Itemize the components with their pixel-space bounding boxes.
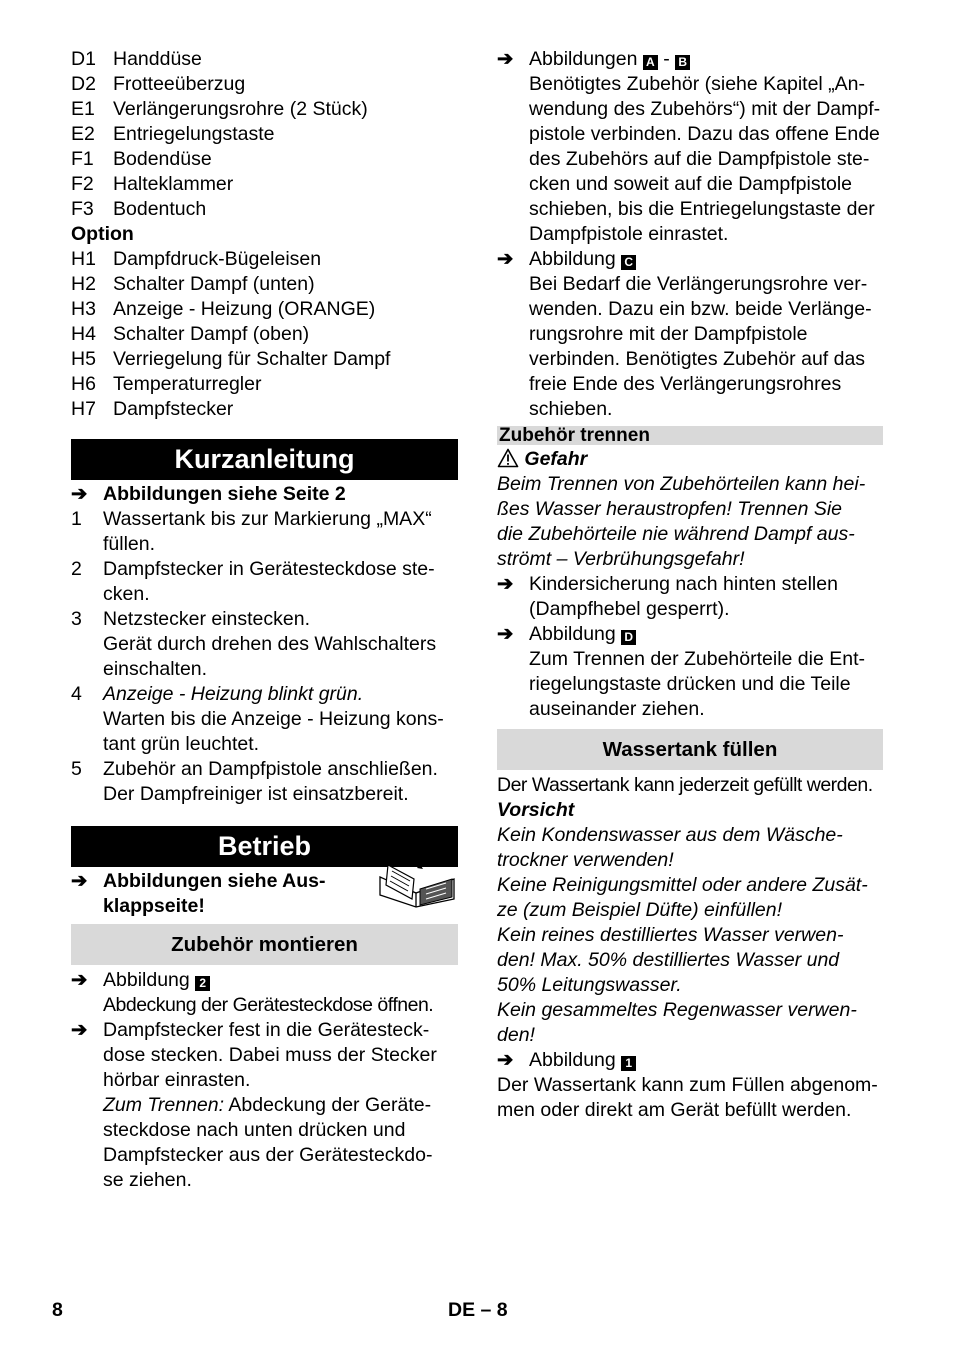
wassertank-step-1: ➔ Abbildung 1	[497, 1048, 883, 1073]
step-status: Anzeige - Heizung blinkt grün.	[103, 683, 364, 705]
list-item	[71, 347, 458, 372]
montieren-step-3: ➔ Abbildungen A - B Benötigtes Zubehör (siehe Kapitel „An- wendung des Zubehörs“) mit der Dampf- pistole verbinden. Dazu das offene Ende des Zubehörs auf die Dampfpistole ste- cken und soweit auf die Dampfpistole schieben, bis die Entriegelungstaste der Dampfpistole einrastet.	[497, 47, 883, 247]
montieren-step-2: ➔ Dampfstecker fest in die Gerätesteck- dose stecken. Dabei muss der Stecker hörbar einrasten. Zum Trennen: Abdeckung der Geräte- steckdose nach unten drücken und Dampfstecker aus der Gerätesteckdo- se ziehen.	[71, 1019, 437, 1191]
item-code: H7	[71, 398, 96, 420]
item-code: F2	[71, 173, 94, 195]
right-column	[497, 47, 883, 1123]
section-title-wassertank: Wassertank füllen	[497, 729, 883, 770]
list-item	[71, 47, 458, 72]
step-number: 2	[71, 558, 82, 580]
text-line: Beim Trennen von Zubehörteilen kann hei-	[497, 473, 866, 495]
section-title-betrieb: Betrieb	[71, 826, 458, 867]
item-label: Schalter Dampf (oben)	[113, 323, 310, 345]
montieren-step-1: ➔ Abbildung 2 Abdeckung der Gerätesteckdose öffnen.	[71, 969, 434, 1016]
list-item	[71, 172, 458, 197]
warning-heading: Gefahr	[497, 447, 883, 472]
caution-heading: Vorsicht	[497, 799, 575, 821]
item-code: H5	[71, 348, 96, 370]
text-line: cken und soweit auf die Dampfpistole	[529, 173, 853, 195]
figure-ref-c: C	[621, 255, 636, 270]
text-line: den! Max. 50% destilliertes Wasser und	[497, 949, 840, 971]
item-label: Frotteeüberzug	[113, 73, 246, 95]
item-label: Verriegelung für Schalter Dampf	[113, 348, 391, 370]
arrow-icon: ➔	[497, 248, 514, 270]
item-code: F3	[71, 198, 94, 220]
arrow-icon: ➔	[71, 870, 88, 892]
kurzanleitung-step	[71, 757, 458, 807]
text-line: 50% Leitungswasser.	[497, 974, 682, 996]
wassertank-intro: Der Wassertank kann jederzeit gefüllt werden.	[497, 774, 873, 796]
option-list	[71, 247, 458, 422]
list-item	[71, 322, 458, 347]
step-number: 4	[71, 683, 82, 705]
item-code: H4	[71, 323, 96, 345]
list-item	[71, 272, 458, 297]
step-text: Zubehör an Dampfpistole anschließen.	[103, 758, 438, 780]
list-item	[71, 122, 458, 147]
parts-list	[71, 47, 458, 222]
arrow-icon: ➔	[497, 573, 514, 595]
list-item	[71, 147, 458, 172]
step-text: Warten bis die Anzeige - Heizung kons-	[103, 708, 444, 730]
item-code: F1	[71, 148, 94, 170]
item-label: Verlängerungsrohre (2 Stück)	[113, 98, 368, 120]
section-title-zubehoer-montieren: Zubehör montieren	[71, 924, 458, 965]
text-line: den!	[497, 1024, 535, 1046]
item-label: Bodendüse	[113, 148, 212, 170]
arrow-icon: ➔	[497, 48, 514, 70]
item-code: H2	[71, 273, 96, 295]
text-line: rungsrohre mit der Dampfpistole	[529, 323, 808, 345]
text-line: des Zubehörs auf die Dampfpistole ste-	[529, 148, 870, 170]
text-line: pistole verbinden. Dazu das offene Ende	[529, 123, 880, 145]
montieren-step-4-text	[529, 272, 883, 422]
list-item	[71, 72, 458, 97]
item-label: Dampfstecker	[113, 398, 234, 420]
trennen-step-2: ➔ Abbildung D Zum Trennen der Zubehörteile die Ent- riegelungstaste drücken und die Teile auseinander ziehen.	[497, 623, 866, 720]
text-line: strömt – Verbrühungsgefahr!	[497, 548, 745, 570]
arrow-icon: ➔	[71, 483, 88, 505]
foldout-book-icon	[376, 859, 458, 909]
kurzanleitung-steps	[71, 507, 458, 807]
text-line: Kein Kondenswasser aus dem Wäsche-	[497, 824, 843, 846]
wassertank-outro-1: Der Wassertank kann zum Füllen abgenom-	[497, 1074, 878, 1096]
text-line: trockner verwenden!	[497, 849, 674, 871]
figure-ref-a: A	[643, 55, 658, 70]
figure-ref-b: B	[675, 55, 690, 70]
arrow-icon: ➔	[497, 623, 514, 645]
section-title-zubehoer-trennen: Zubehör trennen	[497, 426, 883, 445]
text-line: Dampfpistole einrastet.	[529, 223, 729, 245]
item-label: Handdüse	[113, 48, 202, 70]
text-line: Kein gesammeltes Regenwasser verwen-	[497, 999, 857, 1021]
step-text: füllen.	[103, 533, 156, 555]
item-label: Dampfdruck-Bügeleisen	[113, 248, 322, 270]
item-label: Bodentuch	[113, 198, 207, 220]
text-line: Kein reines destilliertes Wasser verwen-	[497, 924, 844, 946]
list-item	[71, 247, 458, 272]
step-text: tant grün leuchtet.	[103, 733, 260, 755]
page-number: 8	[52, 1299, 63, 1321]
text-line: ßes Wasser heraustropfen! Trennen Sie	[497, 498, 843, 520]
list-item	[71, 397, 458, 422]
item-label: Temperaturregler	[113, 373, 262, 395]
item-code: D1	[71, 48, 96, 70]
item-label: Entriegelungstaste	[113, 123, 275, 145]
text-line: freie Ende des Verlängerungsrohres	[529, 373, 842, 395]
betrieb-reference: ➔ Abbildungen siehe Aus- klappseite!	[71, 869, 458, 919]
text-line: schieben.	[529, 398, 613, 420]
step-number: 5	[71, 758, 82, 780]
warning-text	[497, 472, 883, 572]
figure-ref-1: 1	[621, 1056, 636, 1071]
section-title-kurzanleitung: Kurzanleitung	[71, 439, 458, 480]
trennen-step-1: ➔ Kindersicherung nach hinten stellen (Dampfhebel gesperrt).	[497, 573, 838, 620]
kurzanleitung-step	[71, 607, 458, 682]
item-label: Schalter Dampf (unten)	[113, 273, 315, 295]
kurzanleitung-step	[71, 507, 458, 557]
text-line: die Zubehörteile nie während Dampf aus-	[497, 523, 855, 545]
list-item	[71, 197, 458, 222]
item-code: H3	[71, 298, 96, 320]
step-number: 1	[71, 508, 82, 530]
item-code: D2	[71, 73, 96, 95]
item-code: E2	[71, 123, 95, 145]
figure-ref-d: D	[621, 630, 636, 645]
kurzanleitung-reference: ➔ Abbildungen siehe Seite 2	[71, 483, 346, 505]
left-column	[71, 47, 458, 1193]
page-label: DE – 8	[448, 1299, 508, 1321]
wassertank-outro-2: men oder direkt am Gerät befüllt werden.	[497, 1099, 852, 1121]
item-code: E1	[71, 98, 95, 120]
step-text: Der Dampfreiniger ist einsatzbereit.	[103, 783, 409, 805]
item-label: Anzeige - Heizung (ORANGE)	[113, 298, 376, 320]
montieren-step-3-text	[529, 72, 883, 247]
item-label: Halteklammer	[113, 173, 234, 195]
step-number: 3	[71, 608, 82, 630]
montieren-step-4: ➔ Abbildung C Bei Bedarf die Verlängerungsrohre ver- wenden. Dazu ein bzw. beide Verlänge- rungsrohre mit der Dampfpistole verbinden. Benötigtes Zubehör auf das freie Ende des Verlängerungsrohres schieben.	[497, 247, 883, 422]
step-text: Netzstecker einstecken.	[103, 608, 311, 630]
text-line: schieben, bis die Entriegelungstaste der	[529, 198, 875, 220]
text-line: Benötigtes Zubehör (siehe Kapitel „An-	[529, 73, 866, 95]
arrow-icon: ➔	[497, 1049, 514, 1071]
text-line: Bei Bedarf die Verlängerungsrohre ver-	[529, 273, 868, 295]
option-heading: Option	[71, 223, 134, 245]
item-code: H1	[71, 248, 96, 270]
text-line: wendung des Zubehörs“) mit der Dampf-	[529, 98, 881, 120]
arrow-icon: ➔	[71, 969, 88, 991]
list-item	[71, 372, 458, 397]
step-text: Gerät durch drehen des Wahlschalters	[103, 633, 437, 655]
text-line: ze (zum Beispiel Düfte) einfüllen!	[497, 899, 783, 921]
step-text: einschalten.	[103, 658, 208, 680]
caution-text	[497, 823, 883, 1048]
arrow-icon: ➔	[71, 1019, 88, 1041]
step-text: Wassertank bis zur Markierung „MAX“	[103, 508, 432, 530]
text-line: Keine Reinigungsmittel oder andere Zusät-	[497, 874, 868, 896]
step-text: Dampfstecker in Gerätesteckdose ste-	[103, 558, 435, 580]
warning-triangle-icon	[497, 448, 519, 468]
figure-ref-2: 2	[195, 976, 210, 991]
kurzanleitung-step	[71, 557, 458, 607]
list-item	[71, 297, 458, 322]
list-item	[71, 97, 458, 122]
text-line: verbinden. Benötigtes Zubehör auf das	[529, 348, 866, 370]
step-text: cken.	[103, 583, 150, 605]
text-line: wenden. Dazu ein bzw. beide Verlänge-	[529, 298, 872, 320]
kurzanleitung-step	[71, 682, 458, 757]
item-code: H6	[71, 373, 96, 395]
